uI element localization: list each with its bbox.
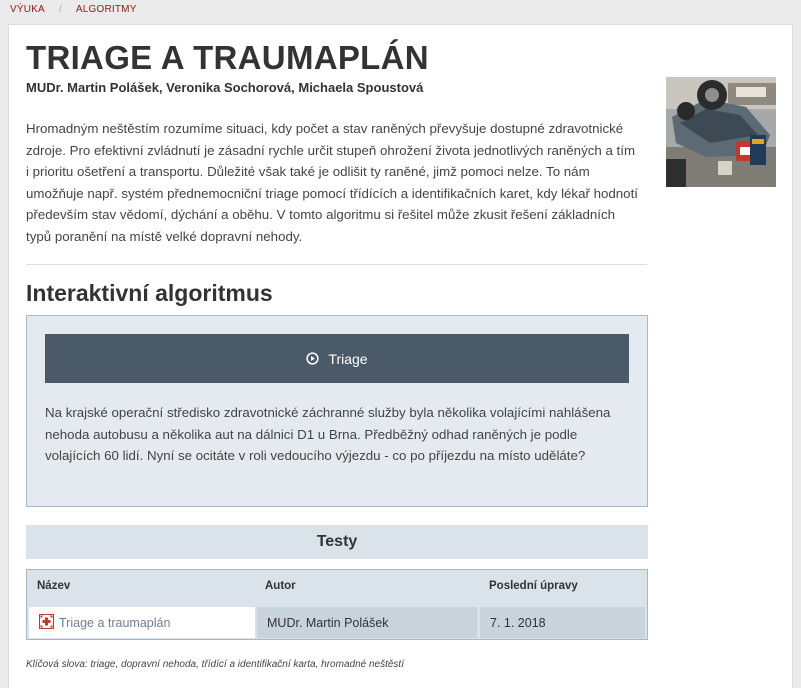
test-icon (39, 614, 54, 632)
breadcrumb-item-vyuka[interactable]: VÝUKA (10, 4, 45, 15)
test-author-cell: MUDr. Martin Polášek (257, 607, 477, 638)
article-intro: Hromadným neštěstím rozumíme situaci, kdy počet a stav raněných převyšuje dostupné zdravotnické zdroje. Pro efektivní zvládnutí je zásadní rychle určit stupeň ohrožení života jednotlivých raněných a tím i prioritu ošetření a transportu. Důležité však také je odlišit ty raněné, jimž pomoci nelze. To nám umožňuje např. systém přednemocniční triage pomocí třídících a identifikačních karet, kdy lékař hodnotí především stav vědomí, dýchání a oběhu. V tomto algoritmu si řešitel může zkusit řešení základních typů poranění na místě velké dopravní nehody. (26, 121, 638, 244)
column-header-author: Autor (265, 580, 296, 592)
test-name-cell (29, 607, 255, 638)
triage-start-button[interactable] (45, 334, 629, 383)
test-link[interactable]: Triage a traumaplán (59, 615, 171, 630)
article-authors: MUDr. Martin Polášek, Veronika Sochorová, Michaela Spoustová (26, 80, 424, 95)
column-header-modified: Poslední úpravy (489, 580, 578, 592)
test-modified-cell: 7. 1. 2018 (480, 607, 645, 638)
breadcrumb-separator: / (58, 4, 62, 15)
section-divider (26, 264, 647, 265)
breadcrumb (10, 4, 137, 15)
article-photo (666, 77, 776, 187)
triage-button-label: Triage (328, 350, 368, 367)
tests-table (26, 569, 648, 640)
breadcrumb-item-algoritmy[interactable]: ALGORITMY (75, 4, 137, 15)
column-header-name: Název (37, 580, 71, 592)
algorithm-heading: Interaktivní algoritmus (26, 280, 273, 306)
tests-heading: Testy (26, 525, 648, 559)
keywords: Klíčová slova: triage, dopravní nehoda, třídící a identifikační karta, hromadné neštěstí (26, 659, 404, 670)
accident-photo-image (666, 77, 776, 187)
algorithm-box (26, 315, 648, 507)
page-title: TRIAGE A TRAUMAPLÁN (26, 39, 429, 76)
algorithm-description: Na krajské operační středisko zdravotnické záchranné služby byla několika volajícími nahlášena nehoda autobusu a několika aut na dálnici D1 u Brna. Předběžný odhad raněných je podle volajících 60 lidí. Nyní se ocitáte v roli vedoucího výjezdu - co po příjezdu na místo uděláte? (45, 405, 611, 464)
article-card (8, 24, 793, 688)
play-circle-icon (306, 352, 319, 365)
